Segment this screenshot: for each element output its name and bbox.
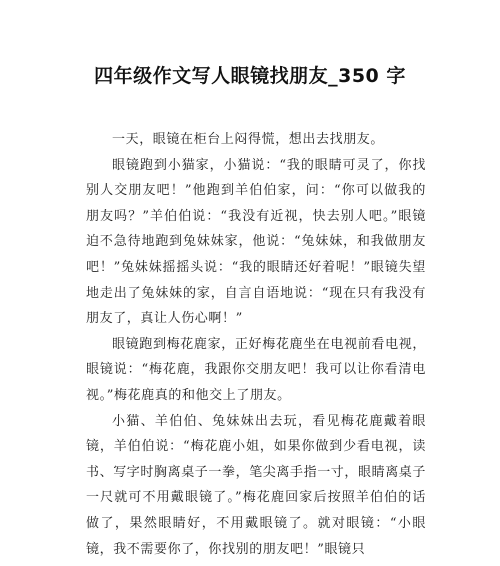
paragraph-4: 小猫、羊伯伯、兔妹妹出去玩，看见梅花鹿戴着眼镜，羊伯伯说：“梅花鹿小姐，如果你做到少看电视，读书、写字时胸离桌子一拳，笔尖离手指一寸，眼睛离桌子一尺就可不用戴眼镜了。”梅花鹿回家后按照羊伯伯的话做了，果然眼睛好，不用戴眼镜了。就对眼镜：“小眼镜，我不需要你了，你找别的朋友吧！”眼镜只: [86, 413, 427, 557]
document-body: [86, 127, 426, 562]
paragraph-1: 一天，眼镜在柜台上闷得慌，想出去找朋友。: [112, 132, 385, 147]
paragraph-2: 眼镜跑到小猫家，小猫说：“我的眼睛可灵了，你找别人交朋友吧！”他跑到羊伯伯家，问：“你可以做我的朋友吗？”羊伯伯说：“我没有近视，快去别人吧。”眼镜迫不急待地跑到兔妹妹家，他说：“兔妹妹，和我做朋友吧！”兔妹妹摇摇头说：“我的眼睛还好着呢！”眼镜失望地走出了兔妹妹的家，自言自语地说：“现在只有我没有朋友了，真让人伤心啊！”: [86, 157, 426, 327]
paragraph-3: 眼镜跑到梅花鹿家，正好梅花鹿坐在电视前看电视，眼镜说：“梅花鹿，我跟你交朋友吧！我可以让你看清电视。”梅花鹿真的和他交上了朋友。: [86, 336, 426, 403]
document-title: 四年级作文写人眼镜找朋友_350 字: [94, 65, 406, 87]
